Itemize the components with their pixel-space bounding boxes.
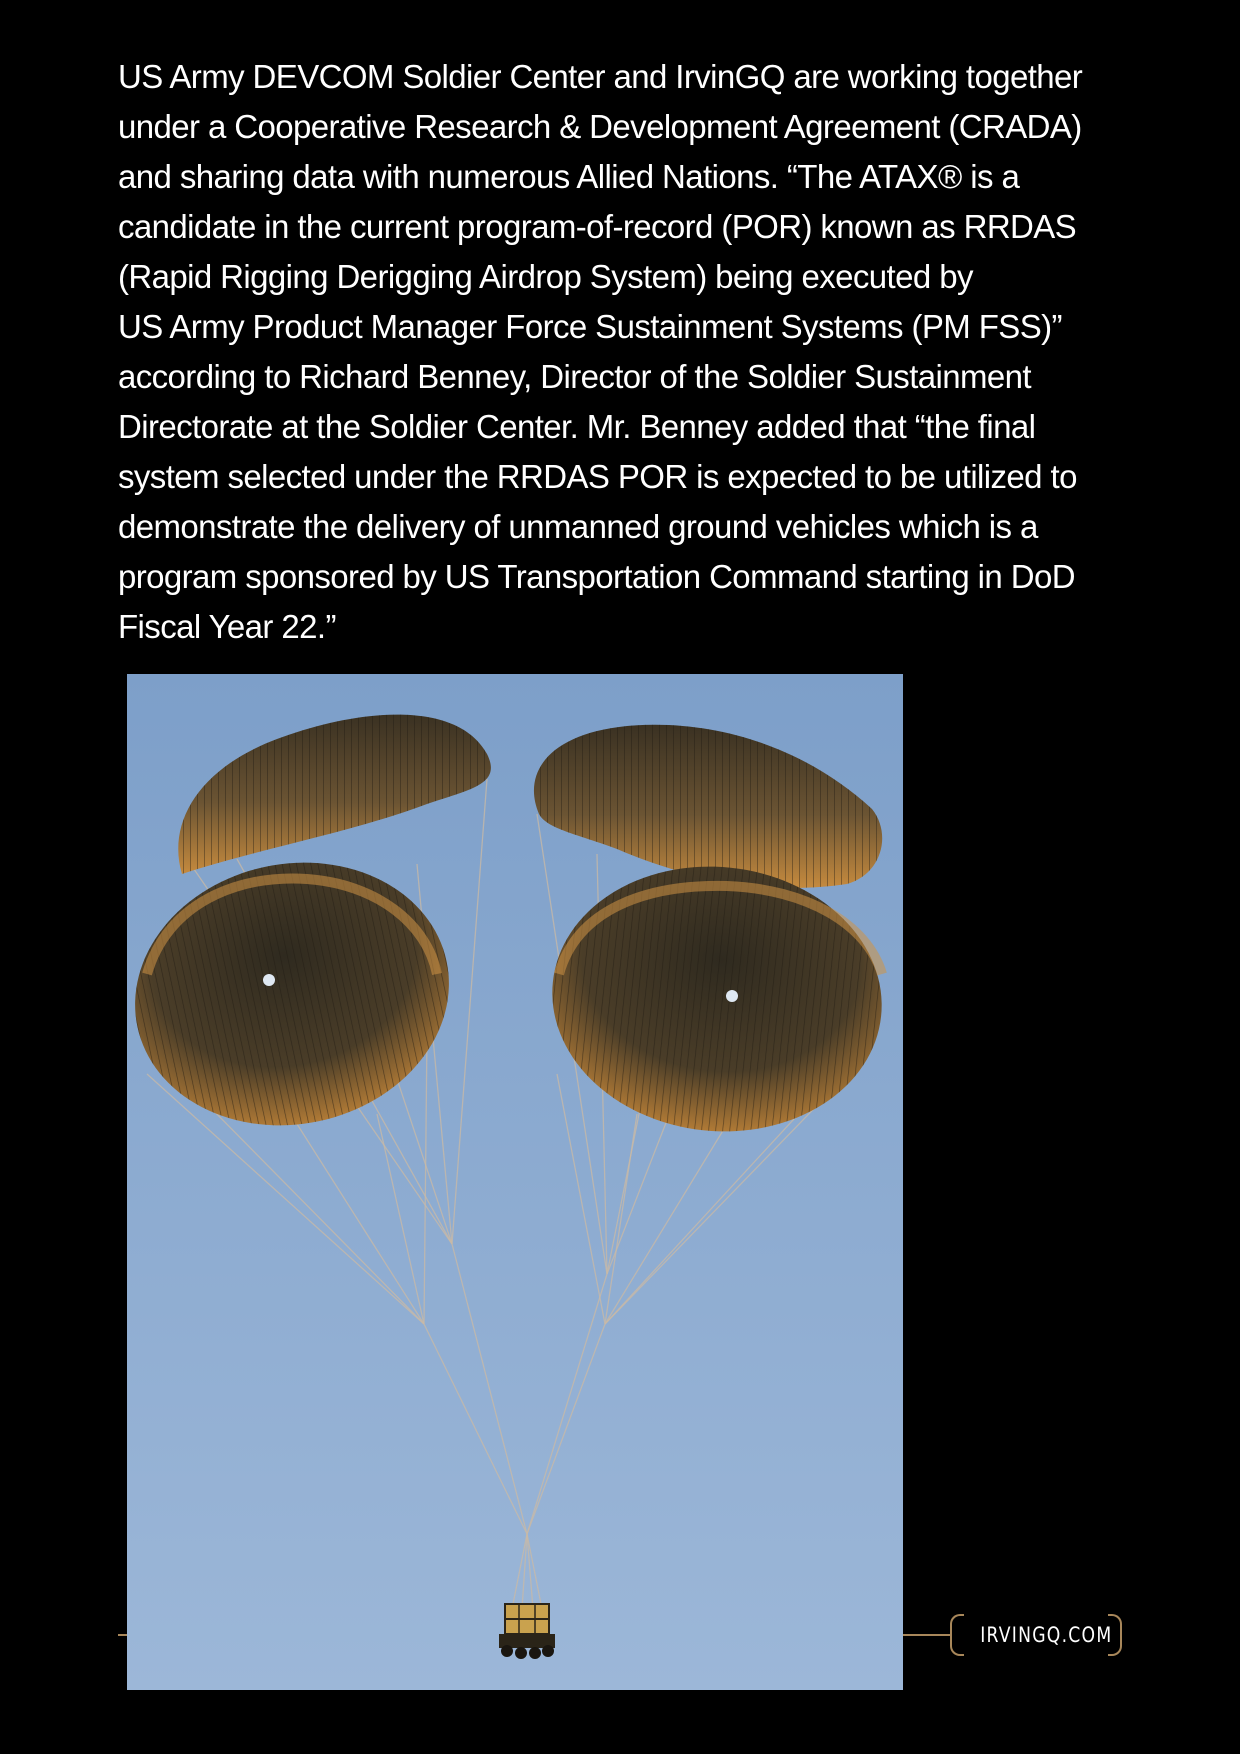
paragraph-line: under a Cooperative Research & Development Agreement (CRADA) [118,108,1082,145]
parachute-airdrop-illustration [127,674,903,1690]
website-url[interactable]: IRVINGQ.COM [980,1623,1113,1647]
paragraph-line: US Army Product Manager Force Sustainment Systems (PM FSS)” [118,308,1062,345]
paragraph-line: Directorate at the Soldier Center. Mr. Benney added that “the final [118,408,1036,445]
paragraph-line: demonstrate the delivery of unmanned ground vehicles which is a [118,508,1038,545]
footer-rule-left [118,1634,127,1636]
paragraph-line: according to Richard Benney, Director of the Soldier Sustainment [118,358,1031,395]
paragraph-line: and sharing data with numerous Allied Nations. “The ATAX® is a [118,158,1020,195]
canopy-vent [263,974,275,986]
footer-bracket-left [950,1614,964,1656]
paragraph-line: (Rapid Rigging Derigging Airdrop System) being executed by [118,258,973,295]
footer-rule-right [903,1634,951,1636]
paragraph-line: Fiscal Year 22.” [118,608,336,645]
paragraph-line: US Army DEVCOM Soldier Center and IrvinGQ are working together [118,58,1083,95]
paragraph-line: program sponsored by US Transportation Command starting in DoD [118,558,1075,595]
paragraph-line: candidate in the current program-of-record (POR) known as RRDAS [118,208,1077,245]
parachute-airdrop-photo [127,674,903,1690]
article-paragraph [118,52,1178,652]
canopy-vent [726,990,738,1002]
paragraph-line: system selected under the RRDAS POR is expected to be utilized to [118,458,1077,495]
